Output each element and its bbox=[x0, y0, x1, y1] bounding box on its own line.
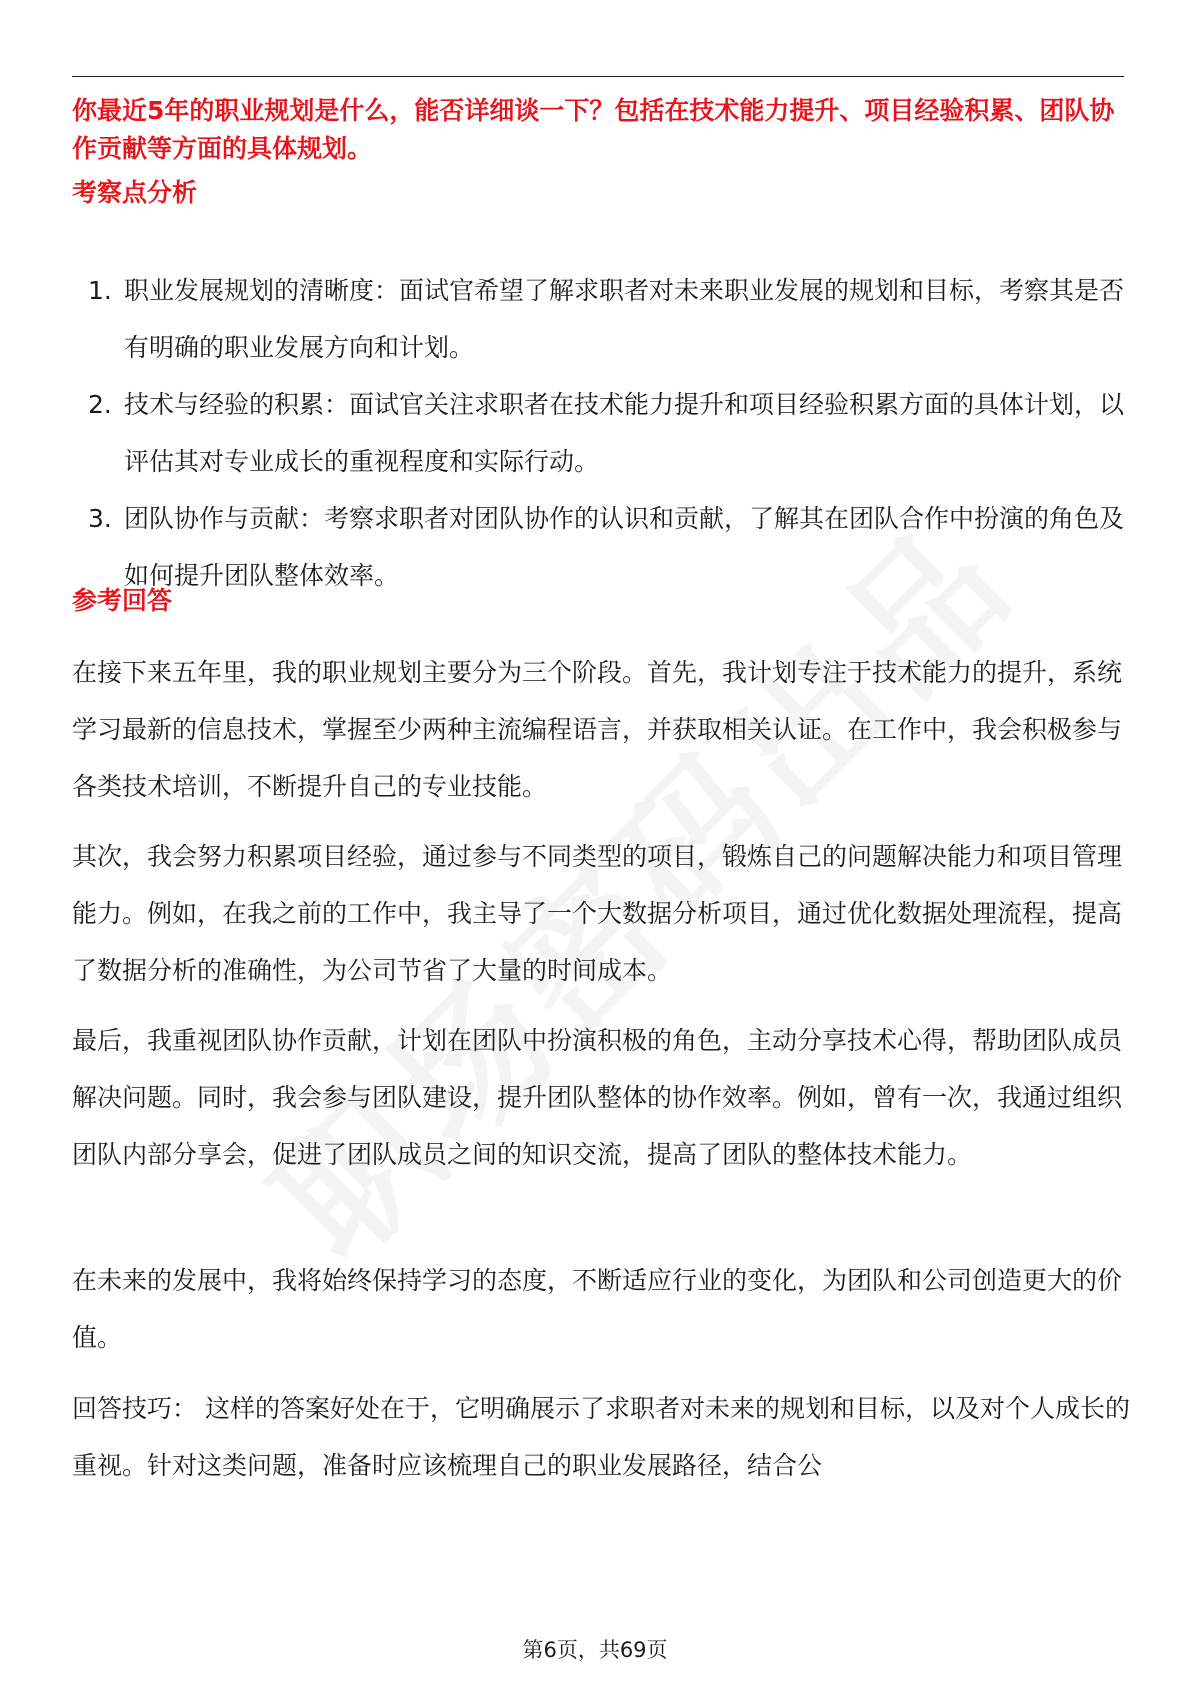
question-heading: 你最近5年的职业规划是什么，能否详细谈一下？包括在技术能力提升、项目经验积累、团队协作贡献等方面的具体规划。 bbox=[72, 96, 1115, 163]
page-number-footer: 第6页，共69页 bbox=[522, 1638, 668, 1662]
answer-section-title: 参考回答 bbox=[72, 586, 173, 615]
list-item-number: 1. bbox=[88, 276, 112, 305]
list-item-number: 2. bbox=[88, 390, 112, 419]
answer-paragraph-3: 最后，我重视团队协作贡献，计划在团队中扮演积极的角色，主动分享技术心得，帮助团队成员解决问题。同时，我会参与团队建设，提升团队整体的协作效率。例如，曾有一次，我通过组织团队内部分享会，促进了团队成员之间的知识交流，提高了团队的整体技术能力。 bbox=[72, 1026, 1123, 1169]
list-item-text: 职业发展规划的清晰度：面试官希望了解求职者对未来职业发展的规划和目标，考察其是否有明确的职业发展方向和计划。 bbox=[124, 276, 1125, 362]
list-item-text: 技术与经验的积累：面试官关注求职者在技术能力提升和项目经验积累方面的具体计划，以评估其对专业成长的重视程度和实际行动。 bbox=[124, 390, 1125, 476]
answer-tips: 回答技巧： 这样的答案好处在于，它明确展示了求职者对未来的规划和目标，以及对个人成长的重视。针对这类问题，准备时应该梳理自己的职业发展路径，结合公 bbox=[72, 1394, 1130, 1480]
list-item bbox=[72, 262, 1132, 376]
top-divider bbox=[72, 76, 1124, 77]
answer-paragraph-1: 在接下来五年里，我的职业规划主要分为三个阶段。首先，我计划专注于技术能力的提升，系统学习最新的信息技术，掌握至少两种主流编程语言，并获取相关认证。在工作中，我会积极参与各类技术培训，不断提升自己的专业技能。 bbox=[72, 658, 1123, 801]
answer-paragraph-2: 其次，我会努力积累项目经验，通过参与不同类型的项目，锻炼自己的问题解决能力和项目管理能力。例如，在我之前的工作中，我主导了一个大数据分析项目，通过优化数据处理流程，提高了数据分析的准确性，为公司节省了大量的时间成本。 bbox=[72, 842, 1123, 985]
list-item bbox=[72, 376, 1132, 490]
answer-paragraph-4: 在未来的发展中，我将始终保持学习的态度，不断适应行业的变化，为团队和公司创造更大的价值。 bbox=[72, 1266, 1123, 1352]
analysis-section-title: 考察点分析 bbox=[72, 178, 198, 207]
analysis-list bbox=[72, 262, 1132, 604]
list-item-text: 团队协作与贡献：考察求职者对团队协作的认识和贡献，了解其在团队合作中扮演的角色及如何提升团队整体效率。 bbox=[124, 504, 1125, 590]
list-item bbox=[72, 490, 1132, 604]
list-item-number: 3. bbox=[88, 504, 112, 533]
